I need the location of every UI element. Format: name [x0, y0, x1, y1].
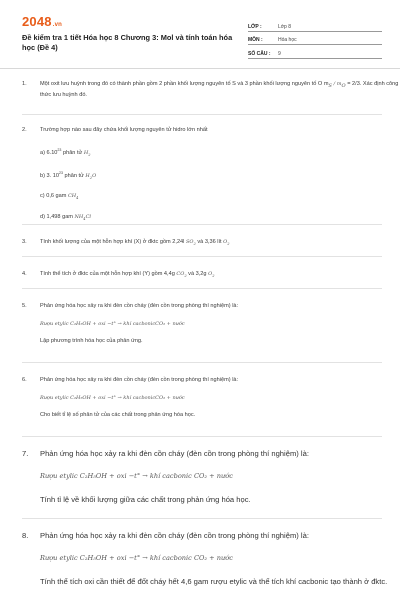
question-number: 4.: [22, 271, 27, 277]
question-number: 3.: [22, 239, 27, 245]
question-number: 5.: [22, 303, 27, 309]
meta-label: SỐ CÂU :: [248, 50, 271, 57]
question-text: Tính khối lượng của một hỗn hợp khí (X) ở đktc gồm 2,24l $SO_2$ và 3,36 lít $O_2$: [40, 239, 230, 247]
question-number: 2.: [22, 127, 27, 133]
question-text: Phản ứng hóa học xảy ra khi đèn cồn cháy (đèn cồn trong phòng thí nghiệm) là:: [40, 303, 239, 309]
meta-row-subject: [248, 32, 382, 46]
question-task: Tính tỉ lệ về khối lượng giữa các chất trong phản ứng hóa học.: [40, 495, 251, 504]
separator: [22, 288, 382, 289]
meta-box: [248, 18, 382, 59]
brand-logo[interactable]: [22, 14, 62, 29]
question-text: Phản ứng hóa học xảy ra khi đèn cồn cháy (đèn cồn trong phòng thí nghiệm) là:: [40, 531, 309, 540]
question-text: Một oxit lưu huỳnh trong đó có thành phần gồm 2 phần khối lượng nguyên tố S và 3 phần khối lượng nguyên tố O $m_S / m_O = 2/3$. Xác định công thức lưu huỳnh đó.: [40, 81, 399, 98]
question-4: [22, 270, 400, 281]
reaction-equation: Rượu etylic C₂H₅OH + oxi −t° → khí cacbonic CO₂ + nước: [40, 554, 233, 562]
separator: [22, 114, 382, 115]
header-divider: [0, 68, 400, 69]
separator: [22, 362, 382, 363]
question-task: Tính thể tích oxi cần thiết để đốt cháy hết 4,6 gam rượu etylic và thể tích khí cacbonic tạo thành ở đktc.: [40, 577, 388, 586]
question-5: [22, 302, 400, 346]
option-d: d) 1,498 gam $NH_4Cl$: [40, 214, 92, 222]
meta-label: MÔN :: [248, 37, 263, 43]
meta-value: 9: [278, 50, 281, 57]
reaction-equation: Rượu etylic C₂H₅OH + oxi −t° → khí cacbonic CO₂ + nước: [40, 472, 233, 480]
question-text: Phản ứng hóa học xảy ra khi đèn cồn cháy (đèn cồn trong phòng thí nghiệm) là:: [40, 449, 309, 458]
question-number: 7.: [22, 449, 29, 458]
question-text: Trường hợp nào sau đây chứa khối lượng nguyên tử hidro lớn nhất: [40, 127, 208, 133]
question-3: [22, 238, 400, 249]
header: [22, 14, 382, 60]
separator: [22, 224, 382, 225]
separator: [22, 518, 382, 519]
meta-value: Lớp 8: [278, 23, 292, 30]
question-task: Lập phương trình hóa học của phản ứng.: [40, 338, 143, 344]
question-text: Tính thể tích ở đktc của một hỗn hợp khí (Y) gồm 4,4g $CO_2$ và 3,2g $O_2$: [40, 271, 215, 279]
option-a: a) 6.10$^{23}$ phân tử $H_2$: [40, 147, 91, 157]
question-number: 1.: [22, 81, 27, 87]
brand-tld: .vn: [52, 22, 63, 28]
meta-row-count: [248, 45, 382, 59]
reaction-equation: Rượu etylic C₂H₅OH + oxi −t° → khí cacbonicCO₂ + nước: [40, 320, 185, 327]
question-2: [22, 126, 400, 224]
option-c: c) 0,6 gam $CH_4$: [40, 193, 79, 201]
question-number: 8.: [22, 531, 29, 540]
meta-row-class: [248, 18, 382, 32]
question-8: [22, 530, 400, 587]
question-task: Cho biết tỉ lệ số phân tử của các chất trong phản ứng hóa học.: [40, 412, 196, 418]
meta-label: LỚP :: [248, 23, 262, 30]
question-text: Phản ứng hóa học xảy ra khi đèn cồn cháy (đèn cồn trong phòng thí nghiệm) là:: [40, 377, 239, 383]
separator: [22, 436, 382, 437]
brand-name: 2048: [22, 14, 52, 29]
question-1: [22, 80, 400, 99]
meta-value: Hóa học: [278, 37, 297, 43]
separator: [22, 256, 382, 257]
question-7: [22, 448, 400, 505]
question-6: [22, 376, 400, 420]
option-b: b) 3. $10^{23}$ phân tử $H_2O$: [40, 170, 97, 180]
page-title: Đề kiểm tra 1 tiết Hóa học 8 Chương 3: Mol và tính toán hóa học (Đề 4): [22, 33, 233, 52]
question-number: 6.: [22, 377, 27, 383]
reaction-equation: Rượu etylic C₂H₅OH + oxi −t° → khí cacbonicCO₂ + nước: [40, 394, 185, 401]
